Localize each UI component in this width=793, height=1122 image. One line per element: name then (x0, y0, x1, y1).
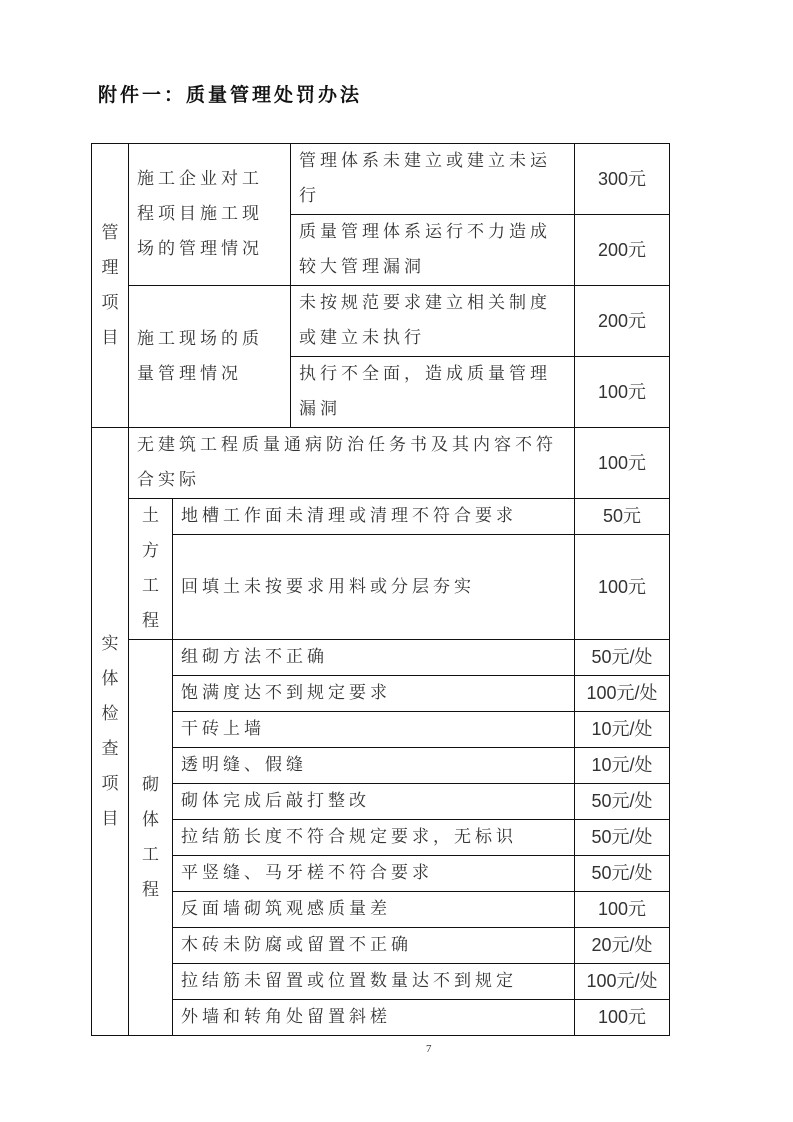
page-number: 7 (426, 1043, 432, 1055)
amount-cell: 50元/处 (575, 784, 670, 820)
table-row (92, 928, 670, 964)
amount-cell: 50元/处 (575, 856, 670, 892)
table-row (92, 712, 670, 748)
table-row (92, 144, 670, 215)
amount-cell: 100元 (575, 357, 670, 428)
description-cell: 外墙和转角处留置斜槎 (173, 1000, 575, 1036)
amount-cell: 200元 (575, 286, 670, 357)
description-cell: 干砖上墙 (173, 712, 575, 748)
description-cell: 地槽工作面未清理或清理不符合要求 (173, 499, 575, 535)
description-cell: 透明缝、假缝 (173, 748, 575, 784)
table-row (92, 820, 670, 856)
description-cell: 拉结筋长度不符合规定要求，无标识 (173, 820, 575, 856)
table-row (92, 964, 670, 1000)
amount-cell: 50元 (575, 499, 670, 535)
table-row (92, 535, 670, 640)
description-cell: 质量管理体系运行不力造成较大管理漏洞 (291, 215, 575, 286)
amount-cell: 20元/处 (575, 928, 670, 964)
subsection-label-earthwork: 土 方 工 程 (129, 499, 173, 640)
subsection-label-masonry: 砌 体 工 程 (129, 640, 173, 1036)
category-cell: 施工现场的质量管理情况 (129, 286, 291, 428)
table-row (92, 286, 670, 357)
amount-cell: 300元 (575, 144, 670, 215)
page-title: 附件一：质量管理处罚办法 (98, 84, 363, 106)
description-cell: 砌体完成后敲打整改 (173, 784, 575, 820)
section-label-entity: 实 体 检 查 项 目 (92, 428, 129, 1036)
section-label-management: 管 理 项 目 (92, 144, 129, 428)
table-row (92, 640, 670, 676)
amount-cell: 100元/处 (575, 964, 670, 1000)
amount-cell: 10元/处 (575, 712, 670, 748)
table-row (92, 499, 670, 535)
description-cell: 未按规范要求建立相关制度或建立未执行 (291, 286, 575, 357)
table-row (92, 428, 670, 499)
description-cell: 组砌方法不正确 (173, 640, 575, 676)
amount-cell: 100元 (575, 892, 670, 928)
description-cell: 拉结筋未留置或位置数量达不到规定 (173, 964, 575, 1000)
description-cell: 平竖缝、马牙槎不符合要求 (173, 856, 575, 892)
description-cell: 反面墙砌筑观感质量差 (173, 892, 575, 928)
amount-cell: 50元/处 (575, 640, 670, 676)
table-row (92, 856, 670, 892)
amount-cell: 100元 (575, 535, 670, 640)
description-cell: 饱满度达不到规定要求 (173, 676, 575, 712)
amount-cell: 100元/处 (575, 676, 670, 712)
amount-cell: 200元 (575, 215, 670, 286)
table-row (92, 676, 670, 712)
description-cell: 木砖未防腐或留置不正确 (173, 928, 575, 964)
amount-cell: 100元 (575, 428, 670, 499)
amount-cell: 10元/处 (575, 748, 670, 784)
table-row (92, 892, 670, 928)
description-cell: 管理体系未建立或建立未运行 (291, 144, 575, 215)
description-cell: 执行不全面，造成质量管理漏洞 (291, 357, 575, 428)
description-cell: 无建筑工程质量通病防治任务书及其内容不符合实际 (129, 428, 575, 499)
category-cell: 施工企业对工程项目施工现场的管理情况 (129, 144, 291, 286)
amount-cell: 50元/处 (575, 820, 670, 856)
description-cell: 回填土未按要求用料或分层夯实 (173, 535, 575, 640)
table-row (92, 748, 670, 784)
penalty-table (91, 143, 670, 1036)
table-row (92, 1000, 670, 1036)
table-row (92, 784, 670, 820)
amount-cell: 100元 (575, 1000, 670, 1036)
